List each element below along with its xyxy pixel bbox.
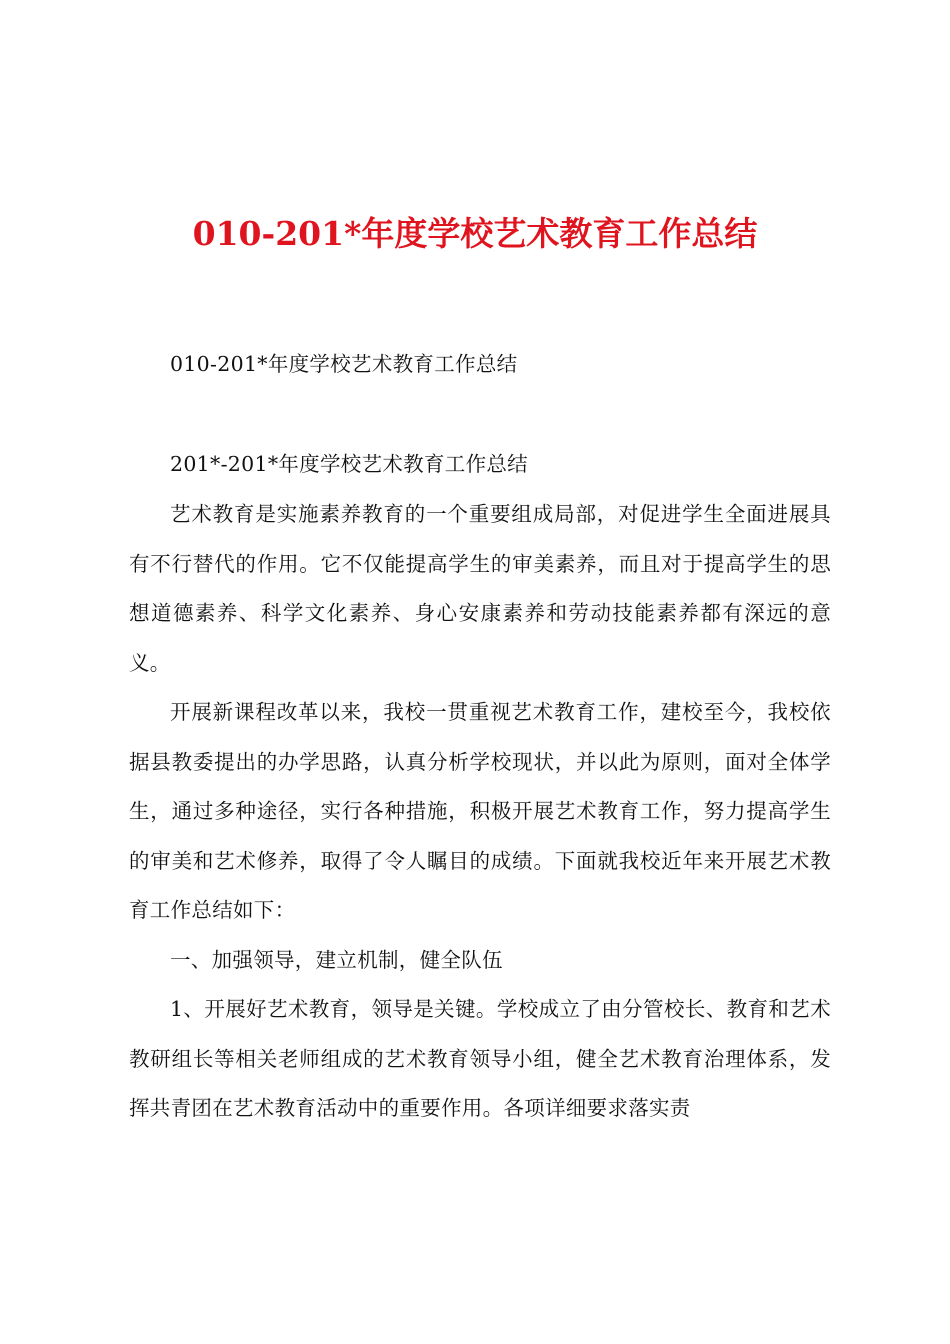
paragraph-background: 开展新课程改革以来，我校一贯重视艺术教育工作，建校至今，我校依据县教委提出的办学思路，认真分析学校现状，并以此为原则，面对全体学生，通过多种途径，实行各种措施，积极开展艺术教育工作，努力提高学生的审美和艺术修养，取得了令人瞩目的成绩。下面就我校近年来开展艺术教育工作总结如下： <box>129 700 831 922</box>
subtitle-line: 201*-201*年度学校艺术教育工作总结 <box>170 452 528 476</box>
subtitle-line: 010-201*年度学校艺术教育工作总结 <box>170 352 518 376</box>
paragraph-intro: 艺术教育是实施素养教育的一个重要组成局部，对促进学生全面进展具有不行替代的作用。它不仅能提高学生的审美素养，而且对于提高学生的思想道德素养、科学文化素养、身心安康素养和劳动技能素养都有深远的意义。 <box>129 502 831 675</box>
document-subtitle-secondary <box>129 440 831 490</box>
section-heading: 一、加强领导，建立机制，健全队伍 <box>170 947 503 972</box>
document-title: 010-201*年度学校艺术教育工作总结 <box>192 214 758 253</box>
paragraph-item-1: 1、开展好艺术教育，领导是关键。学校成立了由分管校长、教育和艺术教研组长等相关老师组成的艺术教育领导小组，健全艺术教育治理体系，发挥共青团在艺术教育活动中的重要作用。各项详细要求落实责 <box>129 997 831 1120</box>
document-subtitle-primary <box>129 340 831 390</box>
document-body <box>129 490 831 1134</box>
